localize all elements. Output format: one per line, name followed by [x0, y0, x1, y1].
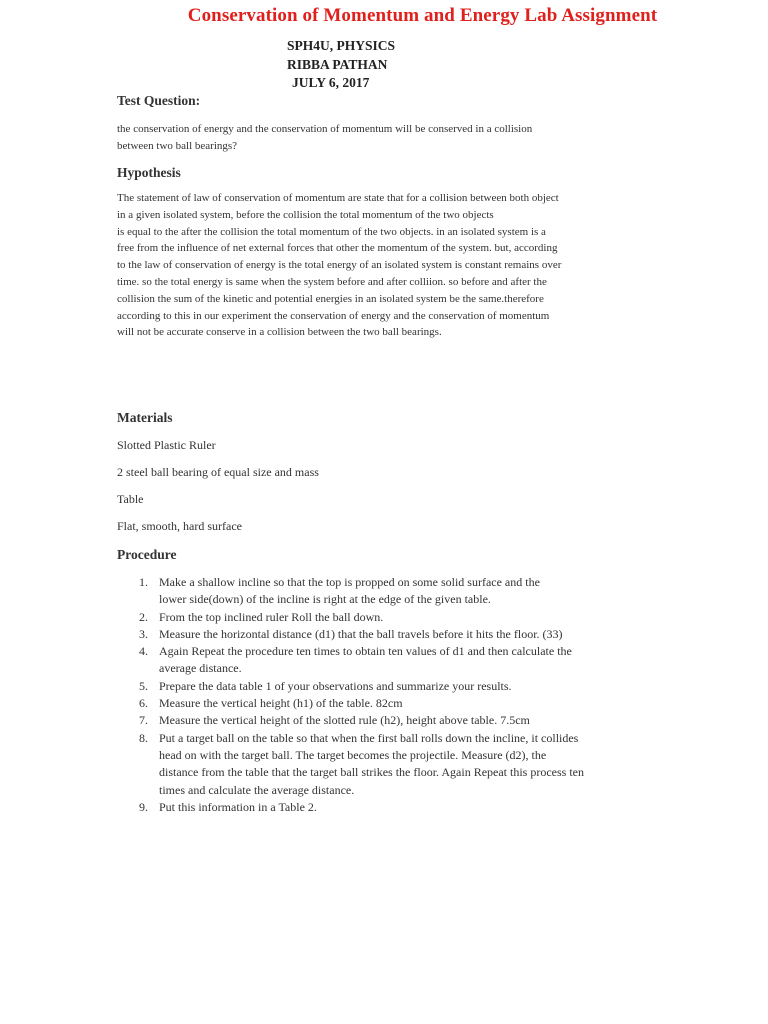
hypothesis-line: The statement of law of conservation of momentum are state that for a collision between both object: [117, 192, 559, 204]
step-line: times and calculate the average distance.: [159, 782, 355, 797]
procedure-step: [117, 799, 677, 816]
hypothesis-line: will not be accurate conserve in a collision between the two ball bearings.: [117, 326, 442, 339]
hypothesis-heading: Hypothesis: [117, 165, 181, 180]
hypothesis-line: collision the sum of the kinetic and potential energies in an isolated system be the same.therefore: [117, 292, 544, 305]
step-number: 5.: [139, 678, 148, 693]
step-line: Measure the vertical height of the slotted rule (h2), height above table. 7.5cm: [159, 713, 530, 728]
step-line: lower side(down) of the incline is right at the edge of the given table.: [159, 592, 491, 607]
procedure-step: [117, 678, 677, 695]
step-line: Put this information in a Table 2.: [159, 799, 317, 814]
step-line: Again Repeat the procedure ten times to obtain ten values of d1 and then calculate the: [159, 644, 572, 659]
step-line: head on with the target ball. The target becomes the projectile. Measure (d2), the: [159, 747, 547, 762]
procedure-step: [117, 643, 677, 678]
step-line: Measure the vertical height (h1) of the table. 82cm: [159, 696, 403, 711]
step-number: 6.: [139, 696, 148, 711]
step-number: 3.: [139, 626, 148, 641]
step-number: 4.: [139, 644, 148, 659]
materials-item: Flat, smooth, hard surface: [117, 519, 242, 533]
step-line: average distance.: [159, 661, 242, 676]
procedure-step: [117, 574, 677, 609]
test-question-line: the conservation of energy and the conservation of momentum will be conserved in a collision: [117, 123, 533, 135]
step-number: 1.: [139, 575, 148, 589]
test-question-heading: Test Question:: [117, 93, 201, 108]
hypothesis-line: is equal to the after the collision the total momentum of the two objects. in an isolated system is a: [117, 225, 546, 238]
step-number: 2.: [139, 609, 148, 624]
hypothesis-line: to the law of conservation of energy is the total energy of an isolated system is constant remains over: [117, 259, 562, 272]
author-name: RIBBA PATHAN: [287, 56, 388, 72]
procedure-step: [117, 730, 677, 799]
course-name: SPH4U, PHYSICS: [287, 38, 396, 53]
materials-item: Slotted Plastic Ruler: [117, 438, 216, 452]
author-block: [287, 37, 395, 93]
materials-item: Table: [117, 492, 144, 506]
materials-heading: Materials: [117, 410, 173, 425]
step-line: From the top inclined ruler Roll the ball down.: [159, 609, 384, 624]
step-line: Prepare the data table 1 of your observations and summarize your results.: [159, 678, 512, 693]
hypothesis-line: in a given isolated system, before the collision the total momentum of the two objects: [117, 208, 494, 221]
procedure-list: [117, 574, 677, 816]
test-question-line: between two ball bearings?: [117, 139, 238, 152]
procedure-step: [117, 626, 677, 643]
test-question-text: [117, 121, 657, 155]
hypothesis-text: [117, 190, 657, 341]
materials-item: 2 steel ball bearing of equal size and mass: [117, 465, 319, 479]
step-number: 8.: [139, 730, 148, 745]
step-line: distance from the table that the target ball strikes the floor. Again Repeat this process ten: [159, 765, 584, 780]
hypothesis-line: according to this in our experiment the conservation of energy and the conservation of momentum: [117, 309, 550, 322]
document-date: JULY 6, 2017: [292, 75, 370, 90]
procedure-step: [117, 609, 677, 626]
step-number: 7.: [139, 713, 148, 728]
document-title: Conservation of Momentum and Energy Lab Assignment: [187, 5, 658, 26]
procedure-step: [117, 712, 677, 729]
hypothesis-line: free from the influence of net external forces that other the momentum of the system. but, according: [117, 242, 558, 255]
step-line: Make a shallow incline so that the top is propped on some solid surface and the: [159, 575, 540, 589]
procedure-step: [117, 695, 677, 712]
step-line: Put a target ball on the table so that when the first ball rolls down the incline, it collides: [159, 730, 579, 745]
procedure-heading: Procedure: [117, 547, 177, 562]
step-number: 9.: [139, 799, 148, 814]
hypothesis-line: time. so the total energy is same when the system before and after colliion. so before and after the: [117, 275, 547, 288]
step-line: Measure the horizontal distance (d1) that the ball travels before it hits the floor. (33): [159, 626, 563, 641]
